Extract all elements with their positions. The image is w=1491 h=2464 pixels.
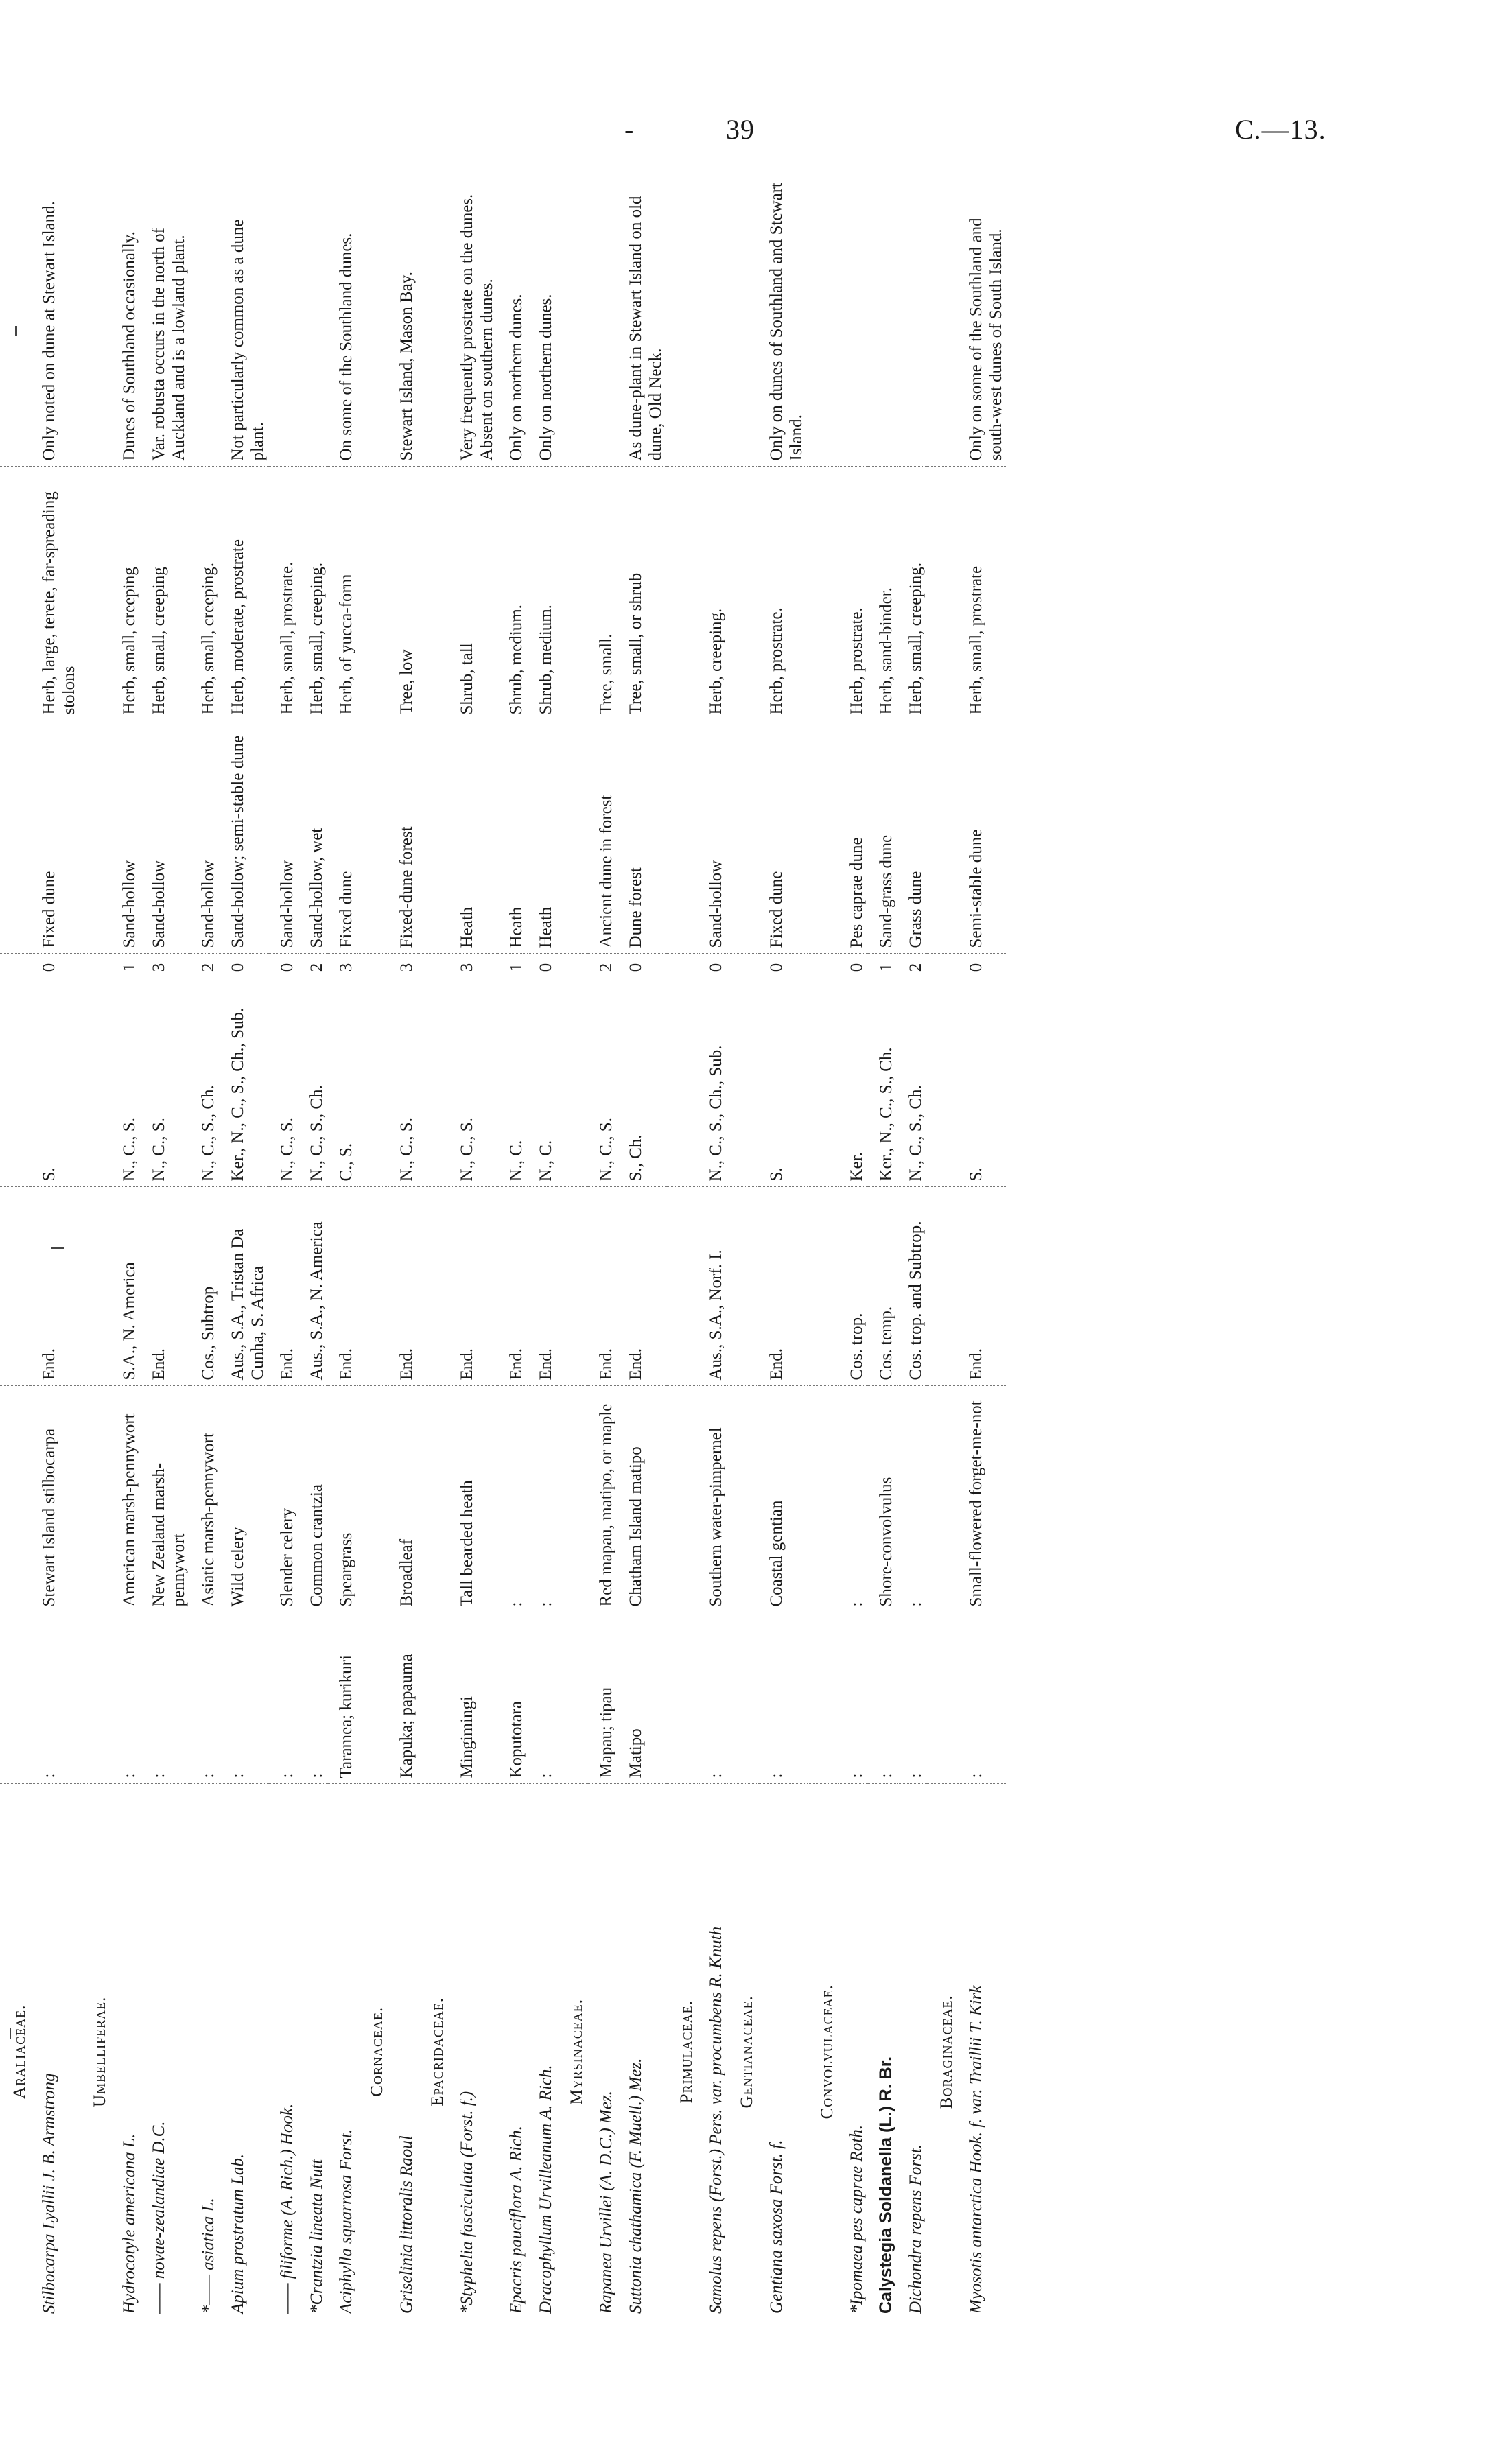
distribution: Aus., S.A., Norf. I. (698, 1187, 727, 1386)
empty-cell (927, 1386, 958, 1612)
empty-cell (727, 720, 758, 954)
distribution: End. (528, 1187, 557, 1386)
maori-name: : (528, 1612, 557, 1784)
growth-form: Herb, small, creeping. (298, 467, 328, 720)
empty-cell (667, 981, 698, 1187)
distribution: End. (958, 1187, 1007, 1386)
distribution: Cos., Subtrop (190, 1187, 220, 1386)
empty-cell (727, 467, 758, 720)
empty-cell (0, 467, 31, 720)
table-row (111, 172, 141, 2319)
remarks: Stewart Island, Mason Bay. (388, 172, 418, 467)
english-name: Tall bearded heath (449, 1386, 498, 1612)
family-row (80, 172, 111, 2319)
species-name: Suttonia chathamica (F. Muell.) Mez. (626, 2058, 645, 2314)
habitat: Pes caprae dune (838, 720, 868, 954)
nz-region: S., Ch. (618, 981, 667, 1187)
table-row (958, 172, 1007, 2319)
empty-cell (80, 1612, 111, 1784)
empty-cell (80, 954, 111, 981)
empty-cell (357, 1187, 388, 1386)
remarks: Only noted on dune at Stewart Island. (31, 172, 80, 467)
empty-cell (808, 720, 838, 954)
empty-cell (0, 1612, 31, 1784)
empty-cell (808, 172, 838, 467)
empty-cell (667, 720, 698, 954)
table-row (141, 172, 190, 2319)
habitat-number: 3 (328, 954, 357, 981)
table-row (528, 172, 557, 2319)
nz-region: N., C. (528, 981, 557, 1187)
empty-cell (357, 1612, 388, 1784)
family-heading: Convolvulaceae. (818, 1984, 836, 2120)
growth-form: Herb, small, creeping. (190, 467, 220, 720)
table-row (220, 172, 269, 2319)
empty-cell (927, 467, 958, 720)
empty-cell (80, 1386, 111, 1612)
english-name: : (897, 1386, 927, 1612)
empty-cell (418, 1612, 449, 1784)
distribution: End. (498, 1187, 528, 1386)
species-name: Gentiana saxosa Forst. f. (767, 2139, 786, 2314)
maori-name: : (111, 1612, 141, 1784)
habitat-number: 3 (388, 954, 418, 981)
table-row (838, 172, 868, 2319)
table-row (298, 172, 328, 2319)
maori-name: : (298, 1612, 328, 1784)
empty-cell (927, 172, 958, 467)
english-name: Small-flowered forget-me-not (958, 1386, 1007, 1612)
remarks: Very frequently prostrate on the dunes. Absent on southern dunes. (449, 172, 498, 467)
habitat-number: 0 (758, 954, 808, 981)
habitat-number: 0 (698, 954, 727, 981)
habitat: Sand-hollow (190, 720, 220, 954)
empty-cell (418, 1386, 449, 1612)
nz-region: Ker., N., C., S., Ch., Sub. (220, 981, 269, 1187)
table-row (269, 172, 298, 2319)
empty-cell (0, 1386, 31, 1612)
remarks (269, 172, 298, 467)
distribution: End. (588, 1187, 618, 1386)
growth-form: Herb, small, creeping (141, 467, 190, 720)
distribution: End. (269, 1187, 298, 1386)
maori-name: : (838, 1612, 868, 1784)
maori-name: : (220, 1612, 269, 1784)
nz-region: N., C. (498, 981, 528, 1187)
english-name: New Zealand marsh-pennywort (141, 1386, 190, 1612)
nz-region: Ker. (838, 981, 868, 1187)
growth-form: Herb, small, prostrate. (269, 467, 298, 720)
empty-cell (357, 954, 388, 981)
nz-region: N., C., S. (388, 981, 418, 1187)
document-code: C.—13. (1235, 114, 1326, 145)
habitat-number: 1 (498, 954, 528, 981)
remarks (298, 172, 328, 467)
english-name: Broadleaf (388, 1386, 418, 1612)
maori-name: : (269, 1612, 298, 1784)
nz-region: N., C., S. (269, 981, 298, 1187)
distribution: End. (328, 1187, 357, 1386)
maori-name: : (31, 1612, 80, 1784)
family-heading: Araliaceae. (10, 2004, 29, 2099)
english-name: Red mapau, matipo, or maple (588, 1386, 618, 1612)
habitat-number: 3 (449, 954, 498, 981)
maori-name: Matipo (618, 1612, 667, 1784)
remarks (868, 172, 897, 467)
empty-cell (357, 981, 388, 1187)
nz-region: N., C., S. (449, 981, 498, 1187)
table-body (0, 172, 1007, 2319)
habitat: Heath (449, 720, 498, 954)
nz-region: Ker., N., C., S., Ch. (868, 981, 897, 1187)
empty-cell (357, 467, 388, 720)
empty-cell (727, 172, 758, 467)
english-name: Shore-convolvulus (868, 1386, 897, 1612)
nz-region: N., C., S., Ch. (190, 981, 220, 1187)
nz-region: N., C., S., Ch. (897, 981, 927, 1187)
distribution: Aus., S.A., N. America (298, 1187, 328, 1386)
empty-cell (80, 981, 111, 1187)
family-heading: Gentianaceae. (738, 1995, 756, 2109)
table-row (758, 172, 808, 2319)
habitat-number: 0 (528, 954, 557, 981)
english-name: American marsh-pennywort (111, 1386, 141, 1612)
species-name: Dichondra repens Forst. (906, 2144, 925, 2314)
growth-form: Herb, prostrate. (838, 467, 868, 720)
family-row (0, 172, 31, 2319)
empty-cell (667, 1612, 698, 1784)
table-row (388, 172, 418, 2319)
empty-cell (418, 720, 449, 954)
species-name: —— filiforme (A. Rich.) Hook. (278, 2103, 296, 2314)
table-row (897, 172, 927, 2319)
species-name: Apium prostratum Lab. (228, 2153, 247, 2314)
species-name: —— novae-zealandiae D.C. (150, 2121, 168, 2314)
species-name: *Styphelia fasciculata (Forst. f.) (458, 2091, 476, 2314)
distribution: Cos. trop. and Subtrop. (897, 1187, 927, 1386)
empty-cell (727, 954, 758, 981)
empty-cell (927, 1612, 958, 1784)
nz-region: N., C., S. (141, 981, 190, 1187)
growth-form: Herb, creeping. (698, 467, 727, 720)
family-row (727, 172, 758, 2319)
nz-region: N., C., S., Ch. (298, 981, 328, 1187)
distribution: Cos. temp. (868, 1187, 897, 1386)
habitat: Sand-hollow (698, 720, 727, 954)
english-name: Coastal gentian (758, 1386, 808, 1612)
empty-cell (557, 1187, 588, 1386)
species-name: Griselinia littoralis Raoul (397, 2135, 416, 2314)
growth-form: Herb, large, terete, far-spreading stolons (31, 467, 80, 720)
nz-region: N., C., S. (111, 981, 141, 1187)
family-row (557, 172, 588, 2319)
maori-name: : (758, 1612, 808, 1784)
remarks: Dunes of Southland occasionally. (111, 172, 141, 467)
empty-cell (0, 172, 31, 467)
family-row (667, 172, 698, 2319)
english-name: : (528, 1386, 557, 1612)
habitat: Fixed dune (328, 720, 357, 954)
habitat-number: 2 (190, 954, 220, 981)
maori-name: : (958, 1612, 1007, 1784)
empty-cell (927, 1187, 958, 1386)
empty-cell (357, 172, 388, 467)
header-dash: - (624, 114, 635, 145)
habitat: Fixed dune (758, 720, 808, 954)
remarks: As dune-plant in Stewart Island on old dune, Old Neck. (618, 172, 667, 467)
english-name: : (498, 1386, 528, 1612)
habitat-number: 1 (868, 954, 897, 981)
habitat: Heath (528, 720, 557, 954)
empty-cell (0, 981, 31, 1187)
empty-cell (727, 1612, 758, 1784)
habitat: Sand-grass dune (868, 720, 897, 954)
empty-cell (557, 467, 588, 720)
empty-cell (0, 954, 31, 981)
habitat-number: 0 (838, 954, 868, 981)
species-name: Calystegia Soldanella (L.) R. Br. (876, 2056, 895, 2314)
remarks: On some of the Southland dunes. (328, 172, 357, 467)
empty-cell (80, 1187, 111, 1386)
english-name: Southern water-pimpernel (698, 1386, 727, 1612)
growth-form: Herb, of yucca-form (328, 467, 357, 720)
empty-cell (418, 1187, 449, 1386)
family-heading: Boraginaceae. (937, 1995, 956, 2109)
maori-name: : (897, 1612, 927, 1784)
remarks: Only on dunes of Southland and Stewart Island. (758, 172, 808, 467)
habitat: Grass dune (897, 720, 927, 954)
habitat: Ancient dune in forest (588, 720, 618, 954)
empty-cell (667, 1386, 698, 1612)
growth-form: Shrub, tall (449, 467, 498, 720)
growth-form: Herb, small, creeping (111, 467, 141, 720)
empty-cell (808, 981, 838, 1187)
empty-cell (808, 467, 838, 720)
habitat-number: 0 (220, 954, 269, 981)
habitat: Fixed-dune forest (388, 720, 418, 954)
remarks: Only on some of the Southland and south-west dunes of South Island. (958, 172, 1007, 467)
empty-cell (418, 467, 449, 720)
family-heading: Myrsinaceae. (567, 1999, 586, 2105)
english-name: Wild celery (220, 1386, 269, 1612)
empty-cell (557, 981, 588, 1187)
remarks: Only on northern dunes. (498, 172, 528, 467)
distribution: End. (141, 1187, 190, 1386)
maori-name: Mapau; tipau (588, 1612, 618, 1784)
english-name: Speargrass (328, 1386, 357, 1612)
maori-name: : (141, 1612, 190, 1784)
habitat: Sand-hollow (141, 720, 190, 954)
species-name: Aciphylla squarrosa Forst. (337, 2128, 355, 2314)
distribution: End. (758, 1187, 808, 1386)
maori-name: Taramea; kurikuri (328, 1612, 357, 1784)
habitat-number: 3 (141, 954, 190, 981)
table-row (498, 172, 528, 2319)
family-heading: Umbelliferae. (91, 1996, 109, 2107)
species-table-rotated (0, 172, 1180, 2319)
habitat-number: 2 (298, 954, 328, 981)
empty-cell (927, 981, 958, 1187)
empty-cell (667, 467, 698, 720)
growth-form: Tree, small. (588, 467, 618, 720)
growth-form: Tree, small, or shrub (618, 467, 667, 720)
empty-cell (808, 954, 838, 981)
habitat: Fixed dune (31, 720, 80, 954)
english-name: Asiatic marsh-pennywort (190, 1386, 220, 1612)
distribution: Aus., S.A., Tristan Da Cunha, S. Africa (220, 1187, 269, 1386)
habitat-number: 0 (618, 954, 667, 981)
species-name: *Crantzia lineata Nutt (307, 2159, 326, 2314)
maori-name: Mingimingi (449, 1612, 498, 1784)
empty-cell (727, 1187, 758, 1386)
habitat-number: 2 (588, 954, 618, 981)
table-row (868, 172, 897, 2319)
species-name: Stilbocarpa Lyallii J. B. Armstrong (40, 2073, 58, 2314)
growth-form: Herb, small, prostrate (958, 467, 1007, 720)
empty-cell (667, 954, 698, 981)
page-number: 39 (726, 114, 755, 145)
empty-cell (557, 1612, 588, 1784)
habitat: Semi-stable dune (958, 720, 1007, 954)
nz-region: N., C., S. (588, 981, 618, 1187)
nz-region: S. (958, 981, 1007, 1187)
species-table (0, 172, 1007, 2319)
growth-form: Herb, small, creeping. (897, 467, 927, 720)
remarks (838, 172, 868, 467)
empty-cell (357, 1386, 388, 1612)
habitat: Heath (498, 720, 528, 954)
nz-region: S. (31, 981, 80, 1187)
family-row (808, 172, 838, 2319)
table-row (31, 172, 80, 2319)
family-row (357, 172, 388, 2319)
empty-cell (0, 1187, 31, 1386)
empty-cell (927, 954, 958, 981)
remarks (897, 172, 927, 467)
empty-cell (80, 467, 111, 720)
maori-name: : (868, 1612, 897, 1784)
maori-name: Kapuka; papauma (388, 1612, 418, 1784)
remarks: Not particularly common as a dune plant. (220, 172, 269, 467)
empty-cell (418, 954, 449, 981)
distribution: End. (388, 1187, 418, 1386)
table-row (618, 172, 667, 2319)
remarks (588, 172, 618, 467)
species-name: Samolus repens (Forst.) Pers. var. procumbens R. Knuth (707, 1926, 725, 2314)
english-name: Common crantzia (298, 1386, 328, 1612)
table-row (698, 172, 727, 2319)
remarks (190, 172, 220, 467)
habitat-number: 0 (958, 954, 1007, 981)
empty-cell (0, 720, 31, 954)
distribution: End. (31, 1187, 80, 1386)
table-row (190, 172, 220, 2319)
empty-cell (808, 1187, 838, 1386)
empty-cell (557, 720, 588, 954)
habitat: Dune forest (618, 720, 667, 954)
nz-region: N., C., S., Ch., Sub. (698, 981, 727, 1187)
empty-cell (418, 172, 449, 467)
species-name: *—— asiatica L. (199, 2198, 218, 2314)
habitat: Sand-hollow (269, 720, 298, 954)
maori-name: Koputotara (498, 1612, 528, 1784)
distribution: End. (618, 1187, 667, 1386)
growth-form: Shrub, medium. (528, 467, 557, 720)
empty-cell (727, 1386, 758, 1612)
english-name: Chatham Island matipo (618, 1386, 667, 1612)
species-name: Hydrocotyle americana L. (120, 2133, 139, 2314)
empty-cell (80, 720, 111, 954)
distribution: S.A., N. America (111, 1187, 141, 1386)
empty-cell (557, 954, 588, 981)
habitat-number: 1 (111, 954, 141, 981)
english-name: Slender celery (269, 1386, 298, 1612)
habitat-number: 0 (269, 954, 298, 981)
empty-cell (418, 981, 449, 1187)
empty-cell (667, 172, 698, 467)
family-heading: Primulaceae. (677, 2000, 696, 2104)
family-heading: Epacridaceae. (428, 1997, 447, 2107)
table-row (449, 172, 498, 2319)
species-name: Myosotis antarctica Hook. f. var. Traillii T. Kirk (967, 1985, 985, 2314)
empty-cell (808, 1386, 838, 1612)
species-name: Epacris pauciflora A. Rich. (507, 2126, 526, 2314)
empty-cell (80, 172, 111, 467)
empty-cell (557, 172, 588, 467)
species-name: *Ipomaea pes caprae Roth. (847, 2125, 866, 2314)
distribution: End. (449, 1187, 498, 1386)
nz-region: C., S. (328, 981, 357, 1187)
empty-cell (927, 720, 958, 954)
empty-cell (357, 720, 388, 954)
english-name: Stewart Island stilbocarpa (31, 1386, 80, 1612)
growth-form: Tree, low (388, 467, 418, 720)
empty-cell (808, 1612, 838, 1784)
growth-form: Herb, sand-binder. (868, 467, 897, 720)
distribution: Cos. trop. (838, 1187, 868, 1386)
remarks (698, 172, 727, 467)
family-row (418, 172, 449, 2319)
remarks: Only on northern dunes. (528, 172, 557, 467)
family-row (927, 172, 958, 2319)
table-row (328, 172, 357, 2319)
empty-cell (557, 1386, 588, 1612)
habitat: Sand-hollow, wet (298, 720, 328, 954)
habitat: Sand-hollow; semi-stable dune (220, 720, 269, 954)
empty-cell (727, 981, 758, 1187)
remarks: Var. robusta occurs in the north of Auckland and is a lowland plant. (141, 172, 190, 467)
growth-form: Herb, moderate, prostrate (220, 467, 269, 720)
maori-name: : (190, 1612, 220, 1784)
nz-region: S. (758, 981, 808, 1187)
habitat-number: 2 (897, 954, 927, 981)
maori-name: : (698, 1612, 727, 1784)
habitat: Sand-hollow (111, 720, 141, 954)
habitat-number: 0 (31, 954, 80, 981)
table-row (588, 172, 618, 2319)
growth-form: Herb, prostrate. (758, 467, 808, 720)
family-heading: Cornaceae. (368, 2006, 386, 2097)
growth-form: Shrub, medium. (498, 467, 528, 720)
english-name: : (838, 1386, 868, 1612)
empty-cell (667, 1187, 698, 1386)
species-name: Dracophyllum Urvilleanum A. Rich. (537, 2065, 555, 2314)
species-name: Rapanea Urvillei (A. D.C.) Mez. (597, 2091, 615, 2314)
